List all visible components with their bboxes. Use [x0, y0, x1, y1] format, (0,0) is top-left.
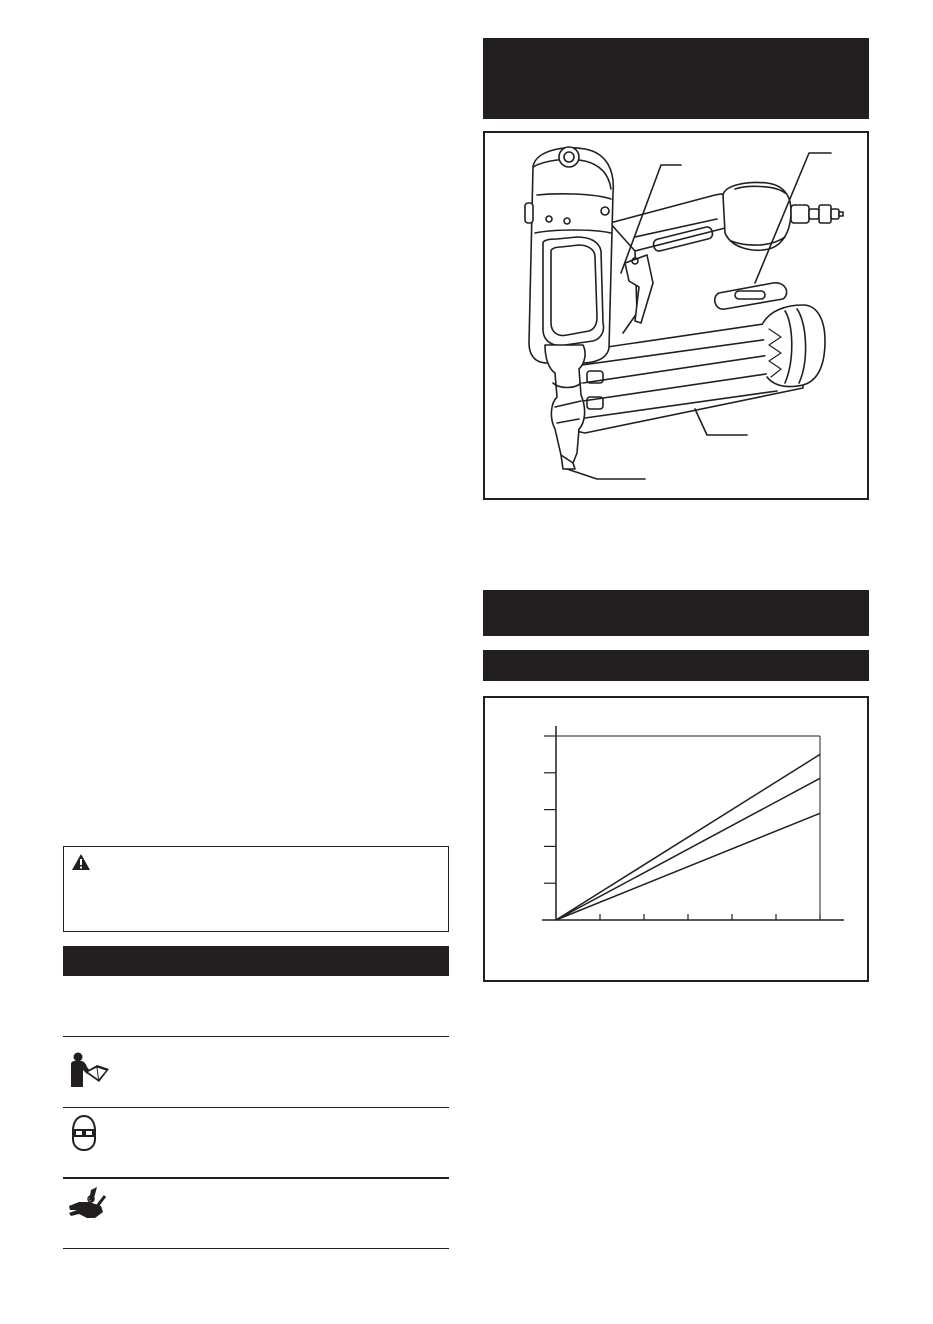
graph-figure-frame: [483, 696, 869, 982]
read-manual-icon: [67, 1052, 111, 1088]
section-header-bar-3: [483, 650, 869, 681]
symbols-header-bar: [63, 946, 449, 976]
section-header-bar-1: [483, 38, 869, 119]
hand-injury-icon: [67, 1186, 109, 1224]
pin-nailer-illustration: [485, 133, 867, 498]
warning-triangle-icon: [71, 853, 91, 871]
series-line-2: [556, 778, 820, 920]
section-header-bar-2: [483, 590, 869, 636]
warning-box: [63, 846, 449, 932]
symbols-divider-1: [63, 1036, 449, 1037]
symbols-divider-4: [63, 1248, 449, 1249]
symbols-divider-3: [63, 1177, 449, 1179]
series-line-3: [556, 813, 820, 920]
symbols-divider-2: [63, 1107, 449, 1108]
tool-figure-frame: [483, 131, 869, 500]
safety-goggles-icon: [70, 1115, 98, 1151]
line-graph: [485, 698, 867, 980]
series-line-1: [556, 754, 820, 920]
